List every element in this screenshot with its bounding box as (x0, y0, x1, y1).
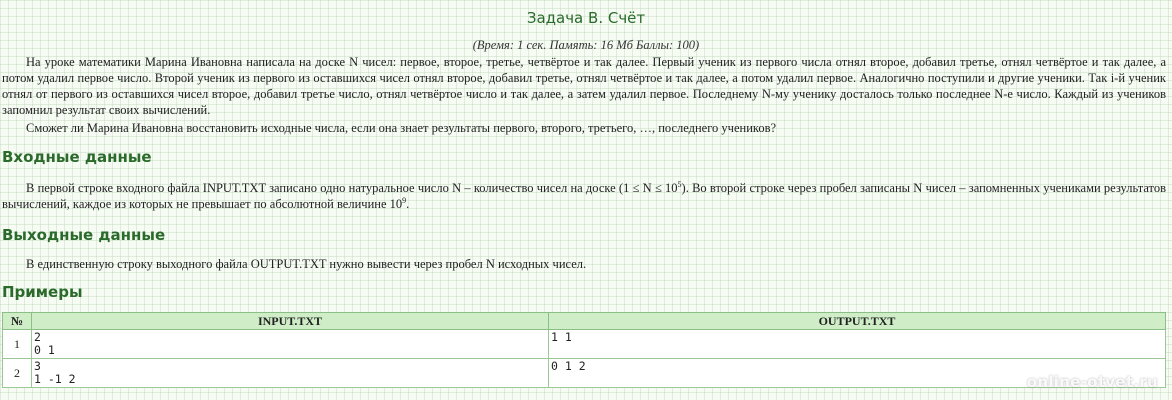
example-output-line: 0 1 2 (551, 359, 586, 373)
statement-paragraph-2: Сможет ли Марина Ивановна восстановить исходные числа, если она знает результаты первого, второго, третьего, …, последнего учеников? (26, 121, 777, 135)
example-output-line: 1 1 (551, 330, 572, 344)
examples-header-row (3, 313, 1166, 330)
example-input-line: 1 -1 2 (34, 372, 76, 386)
examples-heading: Примеры (2, 283, 83, 301)
example-input-line: 3 (34, 359, 41, 373)
input-text-a: В первой строке входного файла INPUT.TXT записано одно натуральное число N – количество чисел на доске (1 ≤ N ≤ 10 (26, 181, 678, 195)
problem-limits: (Время: 1 сек. Память: 16 Мб Баллы: 100) (472, 38, 700, 52)
input-description (2, 180, 1166, 212)
column-header-input: INPUT.TXT (32, 313, 549, 330)
column-header-number: № (3, 313, 32, 330)
output-description: В единственную строку выходного файла OUTPUT.TXT нужно вывести через пробел N исходных чисел. (26, 257, 587, 271)
statement-paragraph-1: На уроке математики Марина Ивановна написала на доске N чисел: первое, второе, третье, четвёртое и так далее. Первый ученик из первого числа отнял второе, добавил третье, отнял четвёртое и так далее, а потом удалил первое число. Второй ученик из первого из оставшихся чисел отнял второе, добавил третье, отнял четвёртое и так далее, а потом удалил первое. Аналогично поступили и другие ученики. Так i-й ученик отнял от первого из оставшихся чисел второе, добавил третье число, отнял четвёртое число и так далее, а затем удалил первое. Последнему N-му ученику досталось только последнее N-е число. Каждый из учеников запомнил результат своих вычислений. (2, 55, 1166, 117)
input-sup-b: 9 (402, 195, 407, 205)
example-number: 1 (3, 330, 32, 359)
watermark: online-otvet.ru (1026, 373, 1158, 391)
example-input-line: 0 1 (34, 343, 55, 357)
input-text-b: ). Во второй строке через пробел записаны N чисел – запомненных учениками результатов вычислений, каждое из которых не превышает по абсолютной величине 10 (2, 181, 1167, 211)
examples-table (2, 312, 1166, 388)
example-input (32, 330, 549, 359)
example-number: 2 (3, 359, 32, 388)
input-heading: Входные данные (2, 148, 152, 166)
column-header-output: OUTPUT.TXT (549, 313, 1166, 330)
problem-title: Задача B. Счёт (526, 9, 646, 27)
example-output (549, 330, 1166, 359)
example-input-line: 2 (34, 330, 41, 344)
table-row (3, 330, 1166, 359)
input-text-c: . (406, 197, 410, 211)
example-input (32, 359, 549, 388)
output-heading: Выходные данные (2, 226, 166, 244)
table-row (3, 359, 1166, 388)
input-sup-a: 5 (677, 179, 682, 189)
